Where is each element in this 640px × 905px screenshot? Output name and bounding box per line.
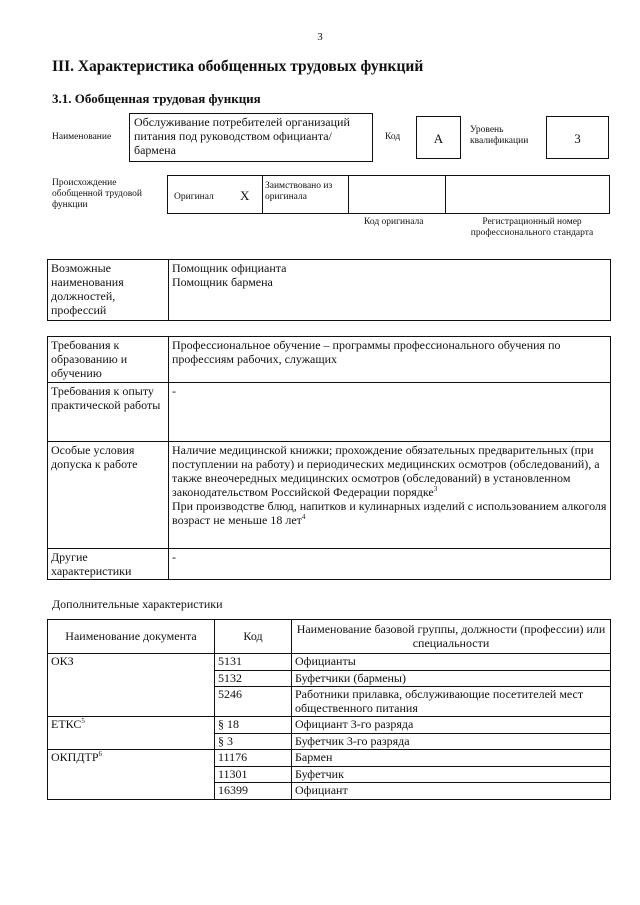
doc-etks xyxy=(48,717,215,750)
footnote-ref-5: 5 xyxy=(81,717,85,725)
name-cell: Буфетчик xyxy=(292,766,611,783)
code-cell: 5131 xyxy=(215,654,292,671)
req-special-para2: При производстве блюд, напитков и кулинарных изделий с использованием алкоголя возраст не меньше 18 лет xyxy=(172,499,607,527)
borrowed-label: Заимствовано из оригинала xyxy=(265,181,333,202)
table-row xyxy=(48,717,611,734)
position-item: Помощник бармена xyxy=(172,275,273,289)
code-cell: 11301 xyxy=(215,766,292,783)
code-label: Код xyxy=(385,132,401,142)
name-cell: Официанты xyxy=(292,654,611,671)
doc-okz: ОКЗ xyxy=(48,654,215,717)
name-cell: Официант 3-го разряда xyxy=(292,717,611,734)
code-cell: 5246 xyxy=(215,687,292,717)
footnote-ref-3: 3 xyxy=(433,485,438,493)
position-item: Помощник официанта xyxy=(172,261,287,275)
name-cell: Буфетчик 3-го разряда xyxy=(292,733,611,750)
code-cell: § 18 xyxy=(215,717,292,734)
doc-okpdtr xyxy=(48,750,215,800)
code-cell: 16399 xyxy=(215,783,292,800)
code-value: А xyxy=(416,116,461,159)
additional-title: Дополнительные характеристики xyxy=(52,597,223,611)
origin-box xyxy=(167,175,610,214)
req-special-text xyxy=(169,442,611,549)
requirements-table xyxy=(47,336,611,580)
req-other-label: Другие характеристики xyxy=(48,549,169,580)
table-row xyxy=(48,654,611,671)
name-cell: Официант xyxy=(292,783,611,800)
origin-divider-1 xyxy=(262,175,263,214)
req-education-label: Требования к образованию и обучению xyxy=(48,337,169,383)
section-title: III. Характеристика обобщенных трудовых функций xyxy=(52,58,424,75)
code-cell: 11176 xyxy=(215,750,292,767)
header-code: Код xyxy=(215,620,292,654)
name-value: Обслуживание потребителей организаций питания под руководством официанта/бармена xyxy=(129,113,373,162)
req-special-label: Особые условия допуска к работе xyxy=(48,442,169,549)
additional-header-row xyxy=(48,620,611,654)
origin-label: Происхождение обобщенной трудовой функции xyxy=(52,178,142,210)
name-label: Наименование xyxy=(52,132,112,142)
name-cell: Работники прилавка, обслуживающие посетителей мест общественного питания xyxy=(292,687,611,717)
origin-divider-2 xyxy=(348,175,349,214)
header-name: Наименование базовой группы, должности (профессии) или специальности xyxy=(292,620,611,654)
req-other-text: - xyxy=(169,549,611,580)
header-doc: Наименование документа xyxy=(48,620,215,654)
positions-table xyxy=(47,259,611,321)
code-cell: 5132 xyxy=(215,670,292,687)
page-number: 3 xyxy=(317,31,323,43)
original-label: Оригинал xyxy=(174,192,214,202)
footnote-ref-4: 4 xyxy=(301,513,306,521)
level-value: 3 xyxy=(546,116,609,159)
footnote-ref-6: 6 xyxy=(98,750,103,758)
positions-values xyxy=(169,260,611,321)
origin-divider-3 xyxy=(445,175,446,214)
table-row xyxy=(48,750,611,767)
original-mark: X xyxy=(240,188,250,203)
positions-label: Возможные наименования должностей, профессий xyxy=(48,260,169,321)
subsection-title: 3.1. Обобщенная трудовая функция xyxy=(52,91,261,106)
req-experience-text: - xyxy=(169,383,611,442)
name-cell: Бармен xyxy=(292,750,611,767)
reg-number-caption: Регистрационный номер профессионального стандарта xyxy=(470,217,594,238)
req-special-para1: Наличие медицинской книжки; прохождение обязательных предварительных (при поступлении на работу) и периодических медицинских осмотров (обследований), а также внеочередных медицинских осмотров (обследований) в установленном законодательством Российской Федерации порядке xyxy=(172,443,600,499)
additional-table xyxy=(47,619,611,800)
req-experience-label: Требования к опыту практической работы xyxy=(48,383,169,442)
code-original-caption: Код оригинала xyxy=(364,217,424,227)
doc-okpdtr-label: ОКПДТР xyxy=(51,750,99,764)
code-cell: § 3 xyxy=(215,733,292,750)
doc-etks-label: ЕТКС xyxy=(51,717,82,731)
name-cell: Буфетчики (бармены) xyxy=(292,670,611,687)
req-education-text: Профессиональное обучение – программы профессионального обучения по профессиям рабочих, служащих xyxy=(169,337,611,383)
level-label: Уровень квалификации xyxy=(470,125,529,146)
